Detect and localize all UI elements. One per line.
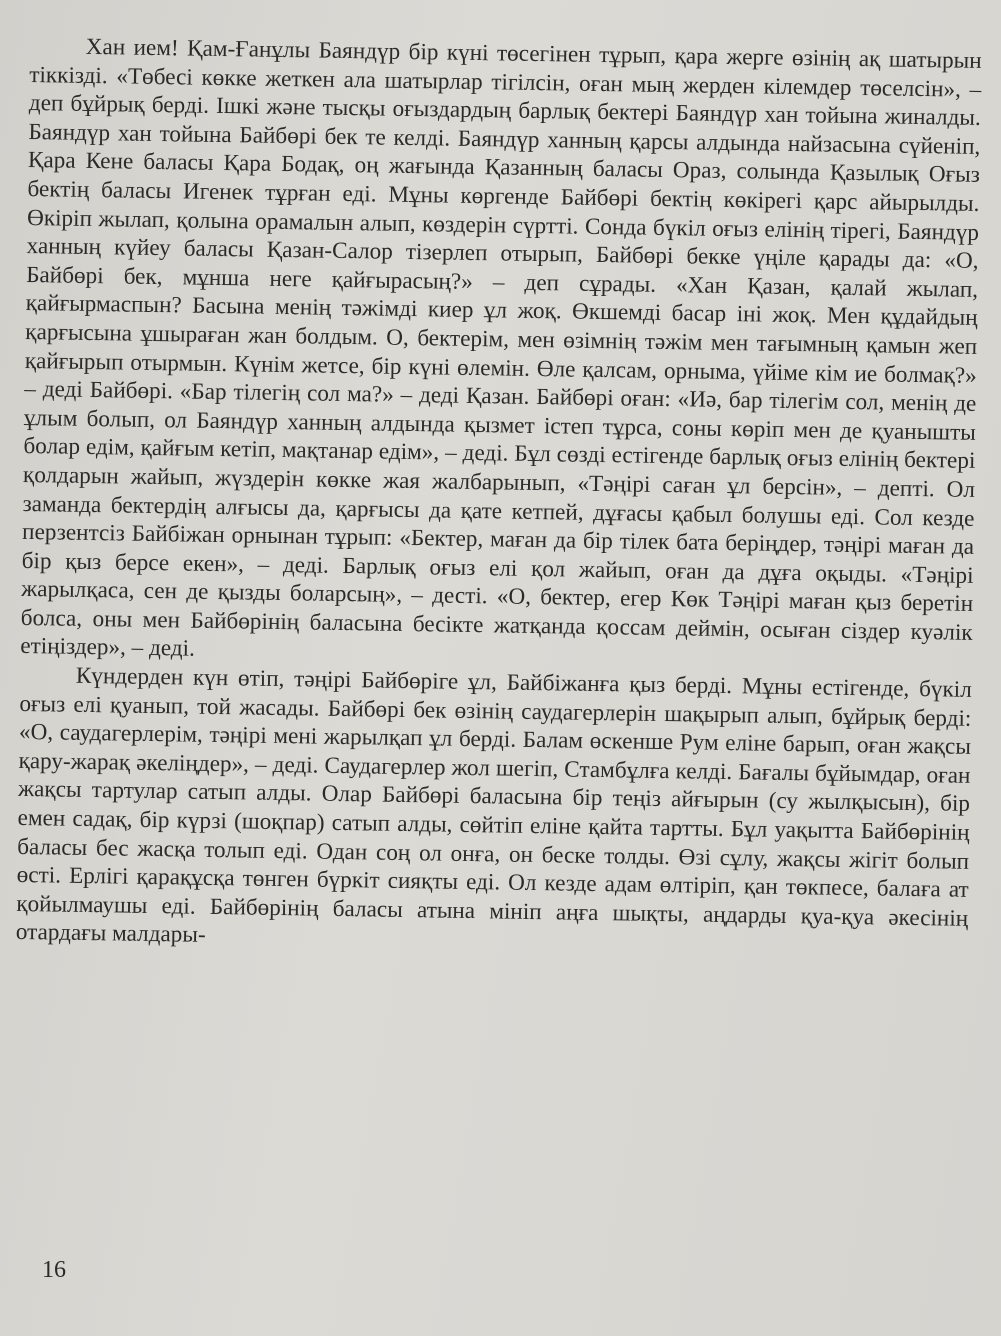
paragraph-1: Хан ием! Қам-Ғанұлы Баяндүр бір күні төсегінен тұрып, қара жерге өзінің ақ шатырын тіккізді. «Төбесі көкке жеткен ала шатырлар тігілсін, оған мың жерден кілемдер төселсін», – деп бұйрық берді. Ішкі және тысқы оғыздардың барлық бектері Баяндүр хан тойына жиналды. Баяндүр хан тойына Байбөрі бек те келді. Баяндүр ханның қарсы алдында найзасына сүйеніп, Қара Кене баласы Қара Бодақ, оң жағында Қазанның баласы Ораз, солында Қазылық Оғыз бектің баласы Игенек тұрған еді. Мұны көргенде Байбөрі бектің көкірегі қарс айырылды. Өкіріп жылап, қолына орамалын алып, көздерін сүртті. Сонда бүкіл оғыз елінің тірегі, Баяндүр ханның күйеу баласы Қазан-Салор тізерлеп отырып, Байбөрі бекке үңіле қарады да: «О, Байбөрі бек, мұнша неге қайғырасың?» – деп сұрады. «Хан Қазан, қалай жылап, қайғырмаспын? Басына менің тәжімді киер ұл жоқ. Өкшемді басар іні жоқ. Мен құдайдың қарғысына ұшыраған жан болдым. О, бектерім, мен өзімнің тәжім мен тағымның қамын жеп қайғырып отырмын. Күнім жетсе, бір күні өлемін. Өле қалсам, орныма, үйіме кім ие болмақ?» – деді Байбөрі. «Бар тілегің сол ма?» – деді Қазан. Байбөрі оған: «Иә, бар тілегім сол, менің де ұлым болып, ол Баяндүр ханның алдында қызмет істеп тұрса, соны көріп мен де қуанышты болар едім, қайғым кетіп, мақтанар едім», – деді. Бұл сөзді естігенде барлық оғыз елінің бектері қолдарын жайып, жүздерін көкке жая жалбарынып, «Тәңірі саған ұл берсін», – депті. Ол заманда бектердің алғысы да, қарғысы да қате кетпей, дұғасы қабыл болушы еді. Сол кезде перзентсіз Байбіжан орнынан тұрып: «Бектер, маған да бір тілек бата беріңдер, тәңірі маған да бір қыз берсе екен», – деді. Барлық оғыз елі қол жайып, оған да дұға оқыды. «Тәңірі жарылқаса, сен де қызды боларсың», – десті. «О, бектер, егер Көк Тәңірі маған қыз беретін болса, оны мен Байбөрінің баласына бесікте жатқанда қоссам деймін, осыған сіздер куәлік етіңіздер», – деді. <box>20 33 982 663</box>
page-number: 16 <box>42 1257 66 1283</box>
paragraph-2: Күндерден күн өтіп, тәңірі Байбөріге ұл, Байбіжанға қыз берді. Мұны естігенде, бүкіл оғыз елі қуанып, той жасады. Байбөрі бек өзінің саудагерлерін шақырып алып, бұйрық берді: «О, саудагерлерім, тәңірі мені жарылқап ұл берді. Балам өскенше Рум еліне барып, оған жақсы қару-жарақ әкеліңдер», – деді. Саудагерлер жол шегіп, Стамбұлға келді. Бағалы бұйымдар, оған жақсы тартулар сатып алды. Олар Байбөрі баласына бір теңіз айғырын (су жылқысын), бір емен садақ, бір күрзі (шоқпар) сатып алды, сөйтіп еліне қайта тартты. Бұл уақытта Байбөрінің баласы бес жасқа толып еді. Одан соң ол онға, он беске толды. Өзі сұлу, жақсы жігіт болып өсті. Ерлігі қарақұсқа төнген бүркіт сияқты еді. Ол кезде адам өлтіріп, қан төкпесе, балаға ат қойылмаушы еді. Байбөрінің баласы атына мініп аңға шықты, аңдарды қуа-қуа әкесінің отардағы малдары- <box>15 662 972 949</box>
body-text <box>16 32 982 962</box>
